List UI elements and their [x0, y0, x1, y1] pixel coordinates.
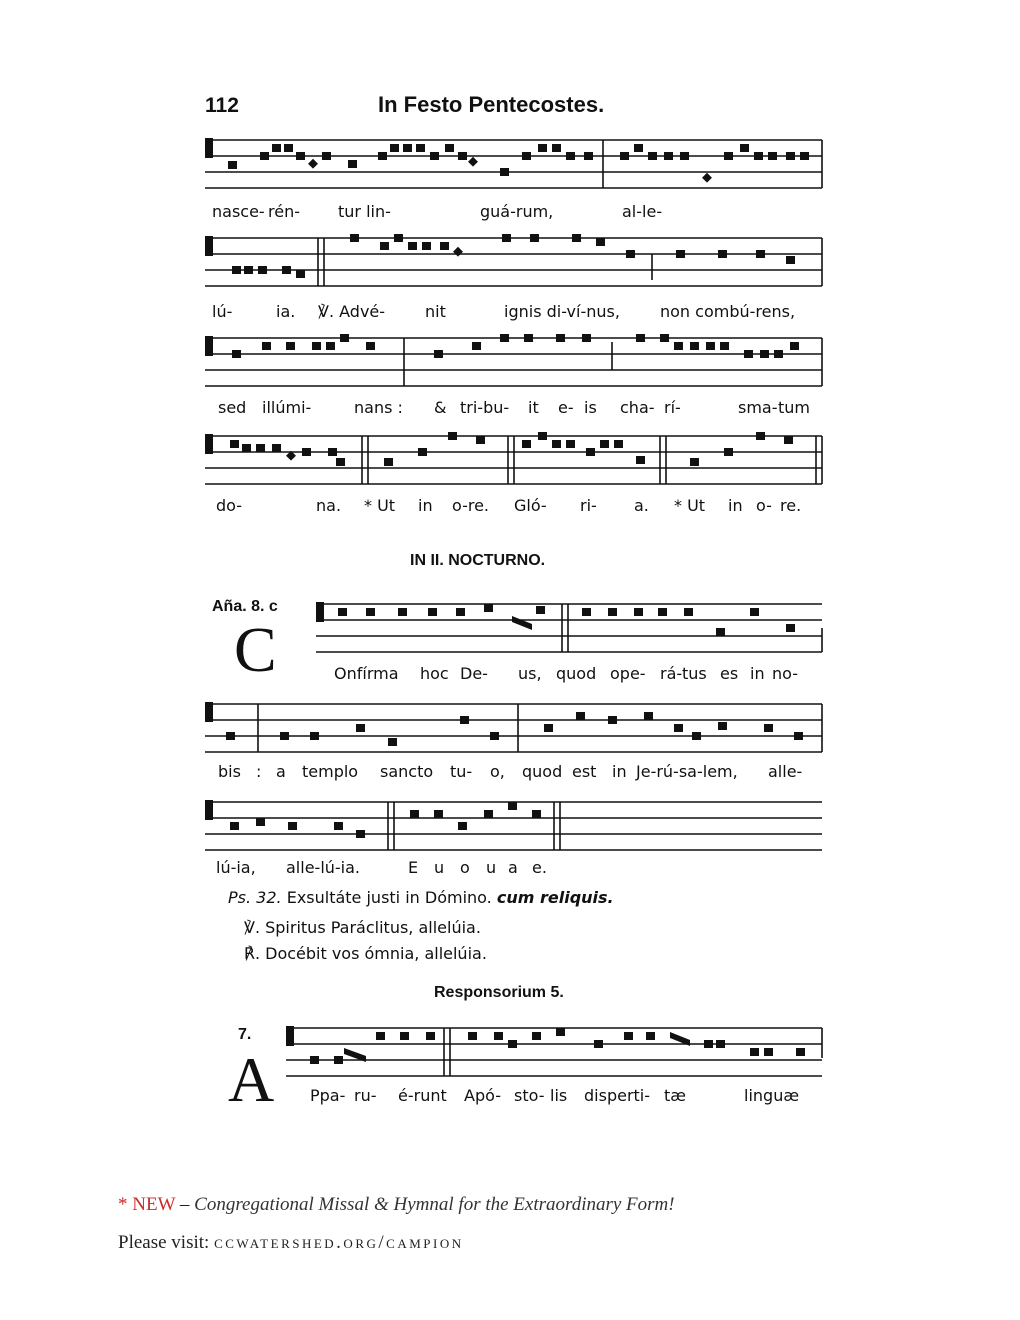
nocturn-heading: IN II. NOCTURNO.	[410, 552, 546, 569]
chant-staff-5	[0, 594, 1020, 654]
psalm-label: Ps. 32.	[228, 888, 282, 907]
antiphon-lyrics-1: Onfírma hoc De- us, quod ope- rá- tus es in no-	[334, 664, 798, 683]
promo-dash: –	[175, 1194, 195, 1215]
responsorium-drop-cap: A	[228, 1044, 275, 1115]
page-title: In Festo Pentecostes.	[378, 92, 605, 117]
lyrics-line-2: lú- ia. ℣. Advé- nit ignis di-ví-nus, non combú-rens,	[212, 302, 796, 321]
chant-staff-3	[0, 328, 1020, 388]
lyrics-line-4: do- na. * Ut in o-re. Gló- ri- a. * Ut in o- re.	[216, 496, 802, 515]
responsorium-lyrics: Ppa- ru- é-runt Apó- sto- lis disperti- tæ linguæ	[310, 1086, 800, 1105]
chant-staff-6	[0, 694, 1020, 754]
page-number: 112	[205, 94, 239, 117]
visit-label: Please visit:	[118, 1232, 210, 1253]
psalm-text: Exsultáte justi in Dómino.	[286, 888, 492, 907]
visit-line	[118, 1232, 464, 1254]
chant-staff-4	[0, 426, 1020, 486]
antiphon-drop-cap: C	[234, 614, 277, 685]
promo-line	[118, 1194, 675, 1216]
psalm-line	[228, 888, 614, 907]
response-line: ℟. Docébit vos ómnia, allelúia.	[244, 944, 487, 963]
psalm-rest: cum reliquis.	[496, 888, 614, 907]
chant-staff-2	[0, 228, 1020, 288]
responsorium-number: 7.	[238, 1026, 252, 1043]
responsorium-heading: Responsorium 5.	[434, 984, 564, 1001]
promo-text: Congregational Missal & Hymnal for the Extraordinary Form!	[194, 1194, 675, 1215]
new-marker: * NEW	[118, 1194, 176, 1215]
chant-staff-8	[0, 1018, 1020, 1078]
lyrics-line-1: nasce- rén- tur lin- guá-rum, al-le-	[212, 202, 663, 221]
chant-staff-1	[0, 130, 1020, 190]
campion-link[interactable]: ccwatershed.org/campion	[214, 1232, 464, 1253]
antiphon-lyrics-2: bis : a templo sancto tu- o, quod est in Je-rú-sa-lem, alle-	[218, 762, 803, 781]
antiphon-label: Añа. 8. c	[212, 598, 278, 615]
antiphon-lyrics-3: lú-ia, alle-lú-ia. E u o u a e.	[216, 858, 547, 877]
lyrics-line-3: sed illúmi- nans : & tri-bu- it e- is cha- rí- sma- tum	[218, 398, 810, 417]
chant-staff-7	[0, 792, 1020, 852]
versicle-line: ℣. Spiritus Paráclitus, allelúia.	[244, 918, 481, 937]
